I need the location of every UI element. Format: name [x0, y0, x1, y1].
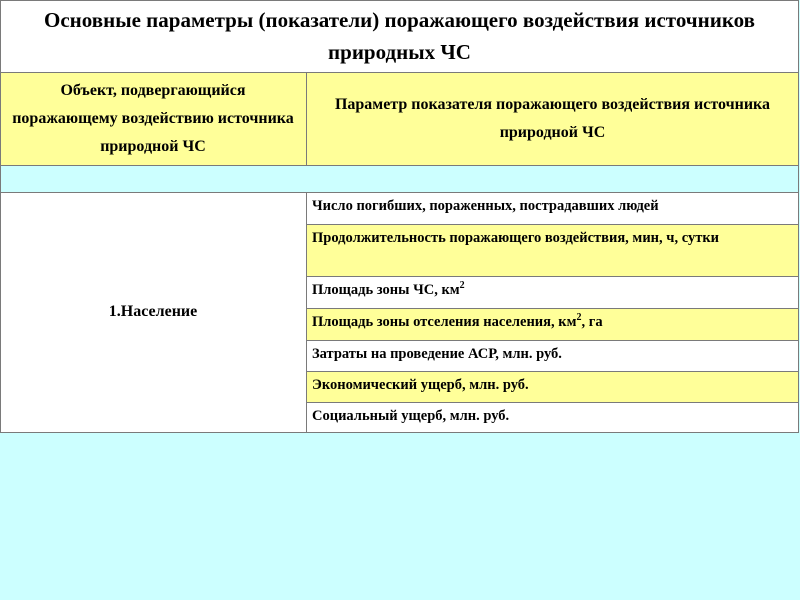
param-row-2	[306, 224, 799, 276]
grid-line	[306, 308, 799, 309]
grid-line	[0, 432, 799, 433]
superscript: 2	[576, 312, 582, 324]
param-text: Площадь зоны ЧС, $км^2$	[312, 280, 465, 298]
grid-line	[306, 224, 799, 225]
table-title: Основные параметры (показатели) поражающего воздействия источников природных ЧС	[0, 0, 799, 72]
grid-line	[0, 0, 799, 1]
grid-line	[306, 340, 799, 341]
param-row-5	[306, 340, 799, 371]
grid-line	[0, 192, 799, 193]
grid-line	[0, 165, 799, 166]
param-text: Социальный ущерб, млн. руб.	[312, 408, 510, 424]
param-row-7	[306, 402, 799, 432]
param-text: Затраты на проведение АСР, млн. руб.	[312, 346, 562, 362]
header-parameter-column: Параметр показателя поражающего воздействия источника природной ЧС	[306, 72, 799, 165]
object-cell: 1.Население	[0, 192, 306, 432]
grid-line	[0, 0, 1, 433]
param-row-1	[306, 192, 799, 224]
grid-line	[306, 192, 307, 433]
param-row-3	[306, 276, 799, 308]
grid-line	[306, 72, 307, 165]
grid-line	[306, 371, 799, 372]
param-text: Число погибших, пораженных, пострадавших людей	[312, 198, 659, 214]
superscript: 2	[459, 280, 465, 292]
param-text: Экономический ущерб, млн. руб.	[312, 377, 529, 393]
param-text: Продолжительность поражающего воздействия, мин, ч, сутки	[312, 230, 720, 246]
grid-line	[306, 276, 799, 277]
param-row-6	[306, 371, 799, 402]
param-text: Площадь зоны отселения населения, $км^2$, га	[312, 312, 603, 330]
grid-line	[0, 72, 799, 73]
header-object-column: Объект, подвергающийся поражающему воздействию источника природной ЧС	[0, 72, 306, 165]
spacer-row	[0, 165, 799, 192]
grid-line	[306, 402, 799, 403]
grid-line	[798, 0, 799, 433]
param-row-4	[306, 308, 799, 340]
